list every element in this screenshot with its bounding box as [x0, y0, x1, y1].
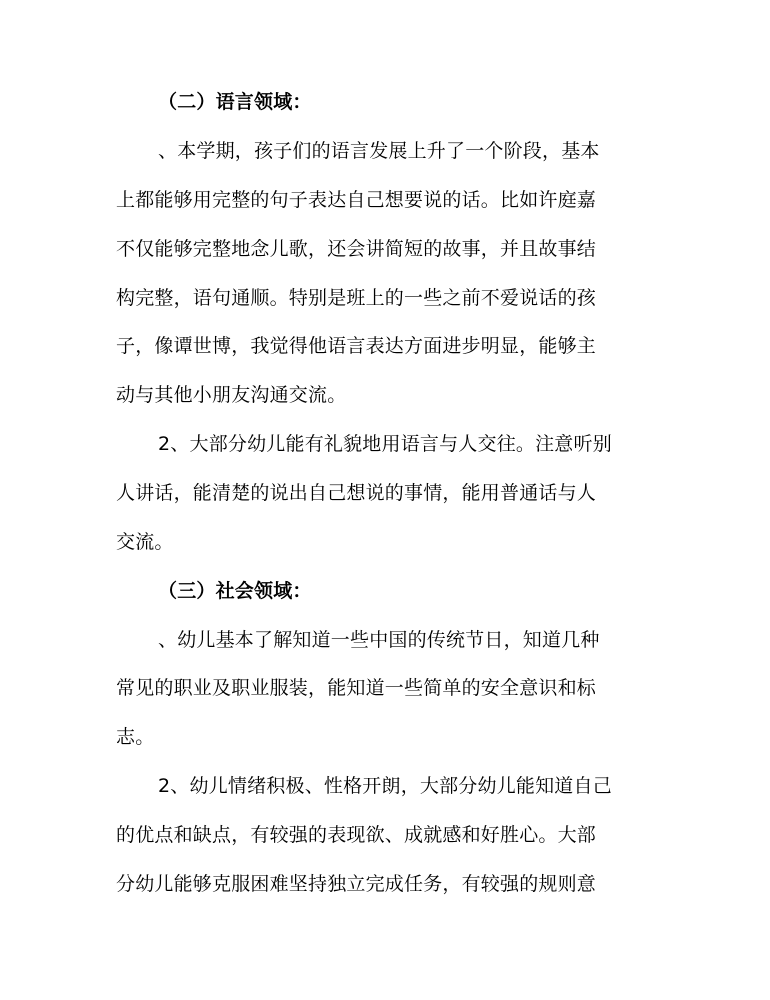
paragraph-line: 交流。 — [116, 531, 174, 553]
paragraph-line: 子，像谭世博，我觉得他语言表达方面进步明显，能够主 — [116, 335, 597, 357]
paragraph-line: 构完整，语句通顺。特别是班上的一些之前不爱说话的孩 — [116, 287, 597, 309]
section-heading-language: （二）语言领域： — [158, 91, 312, 113]
paragraph-line: 志。 — [116, 726, 155, 748]
paragraph-line: 2、大部分幼儿能有礼貌地用语言与人交往。注意听别 — [158, 433, 612, 455]
paragraph-line: 人讲话，能清楚的说出自己想说的事情，能用普通话与人 — [116, 482, 597, 504]
paragraph-line: 不仅能够完整地念儿歌，还会讲简短的故事，并且故事结 — [116, 238, 597, 260]
paragraph-line: 2、幼儿情绪积极、性格开朗，大部分幼儿能知道自己 — [158, 775, 612, 797]
paragraph-line: 的优点和缺点，有较强的表现欲、成就感和好胜心。大部 — [116, 824, 597, 846]
paragraph-line: 上都能够用完整的句子表达自己想要说的话。比如许庭嘉 — [116, 189, 597, 211]
paragraph-line: 、幼儿基本了解知道一些中国的传统节日，知道几种 — [158, 629, 600, 651]
paragraph-line: 、本学期，孩子们的语言发展上升了一个阶段，基本 — [158, 140, 600, 162]
paragraph-line: 分幼儿能够克服困难坚持独立完成任务，有较强的规则意 — [116, 873, 597, 895]
paragraph-line: 动与其他小朋友沟通交流。 — [116, 384, 347, 406]
section-heading-social: （三）社会领域： — [158, 580, 312, 602]
paragraph-line: 常见的职业及职业服装，能知道一些简单的安全意识和标 — [116, 677, 597, 699]
